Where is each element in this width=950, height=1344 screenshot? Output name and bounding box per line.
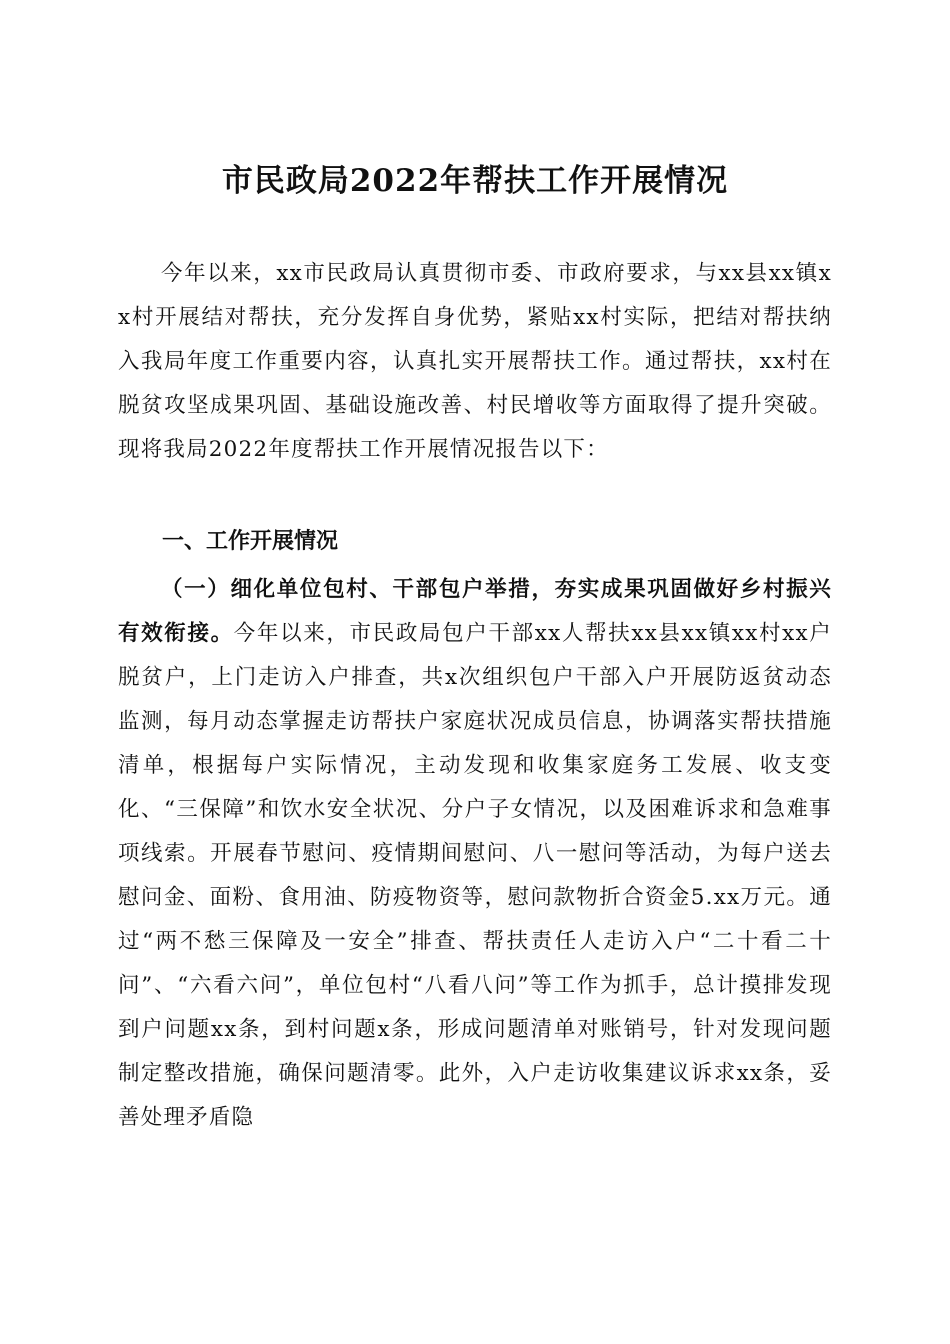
intro-paragraph: 今年以来，xx市民政局认真贯彻市委、市政府要求，与xx县xx镇xx村开展结对帮扶，充分发挥自身优势，紧贴xx村实际，把结对帮扶纳入我局年度工作重要内容，认真扎实开展帮扶工作。通过帮扶，xx村在脱贫攻坚成果巩固、基础设施改善、村民增收等方面取得了提升突破。现将我局2022年度帮扶工作开展情况报告以下： — [118, 260, 832, 462]
subsection-lead: （一）细化单位包村、干部包户举措，夯实成果巩固做好乡村振兴有效衔接。 — [118, 576, 832, 646]
subsection-paragraph — [118, 568, 832, 1140]
subsection-body: 今年以来，市民政局包户干部xx人帮扶xx县xx镇xx村xx户脱贫户，上门走访入户排查，共x次组织包户干部入户开展防返贫动态监测，每月动态掌握走访帮扶户家庭状况成员信息，协调落实帮扶措施清单，根据每户实际情况，主动发现和收集家庭务工发展、收支变化、“三保障”和饮水安全状况、分户子女情况，以及困难诉求和急难事项线索。开展春节慰问、疫情期间慰问、八一慰问等活动，为每户送去慰问金、面粉、食用油、防疫物资等，慰问款物折合资金5.xx万元。通过“两不愁三保障及一安全”排查、帮扶责任人走访入户“二十看二十问”、“六看六问”，单位包村“八看八问”等工作为抓手，总计摸排发现到户问题xx条，到村问题x条，形成问题清单对账销号，针对发现问题制定整改措施，确保问题清零。此外，入户走访收集建议诉求xx条，妥善处理矛盾隐 — [118, 620, 832, 1130]
document-title: 市民政局2022年帮扶工作开展情况 — [221, 162, 729, 199]
section-heading: 一、工作开展情况 — [162, 529, 339, 555]
